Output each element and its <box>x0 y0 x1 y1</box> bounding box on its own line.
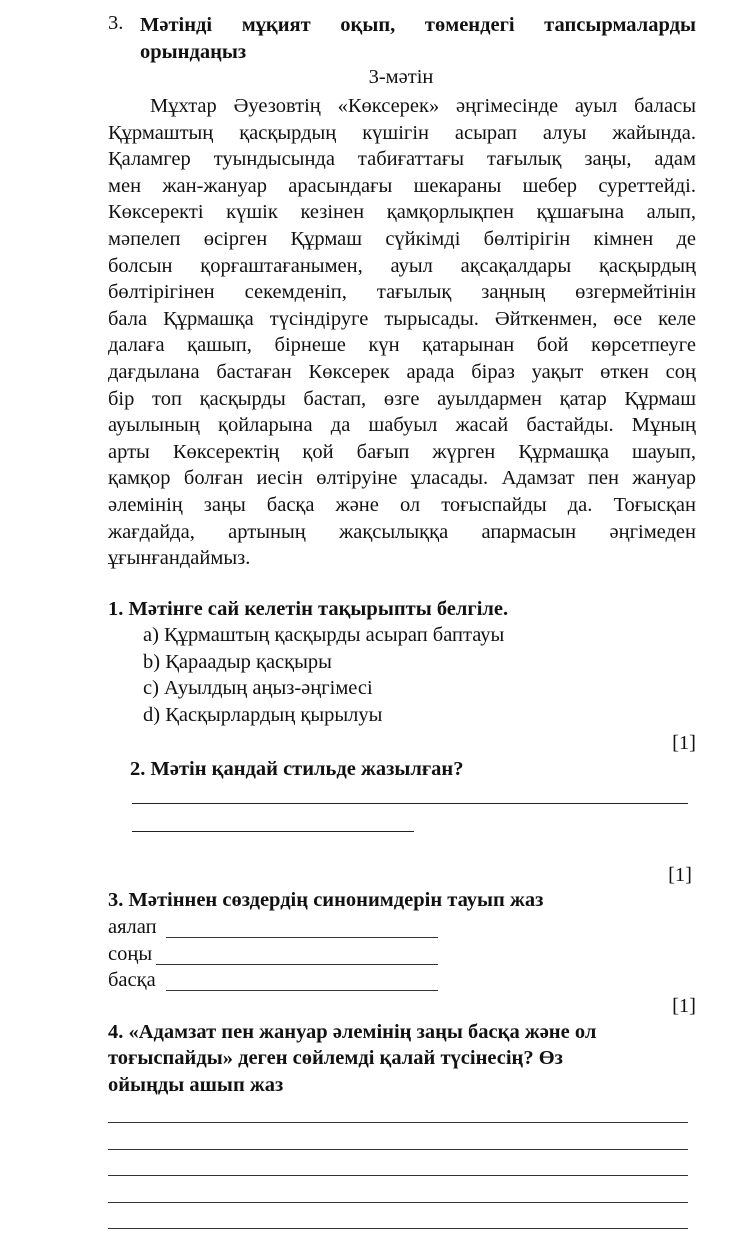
question-1-title: 1. Мәтінге сай келетін тақырыпты белгіле. <box>108 598 509 620</box>
passage-line: бала Құрмашқа түсіндіруге тырысады. Әйткенмен, өсе келе <box>108 307 696 330</box>
answer-line[interactable] <box>108 1228 688 1229</box>
passage-line: Мұхтар Әуезовтің «Көксерек» әңгімесінде ауыл баласы <box>150 95 696 117</box>
passage-line: ұғынғандаймыз. <box>108 547 251 570</box>
reading-passage <box>108 93 696 572</box>
synonym-answer-line[interactable] <box>156 964 438 965</box>
answer-line[interactable] <box>132 803 688 804</box>
passage-line: ауылының қойларына да шабуыл жасай бастайды. Мұның <box>108 414 696 437</box>
question-3-mark: [1] <box>672 995 696 1017</box>
question-3-title: 3. Мәтіннен сөздердің синонимдерін тауып жаз <box>108 889 544 911</box>
passage-line: қамқор болған иесін өлтіруіне ұласады. Адамзат пен жануар <box>108 467 696 490</box>
passage-line: бөлтірігінен секемденіп, тағылық заңның өзгермейтінін <box>108 281 696 304</box>
question-1-option-a: a) Құрмаштың қасқырды асырап баптауы <box>143 624 505 646</box>
passage-line: мәпелеп өсірген Құрмаш сүйкімді бөлтірігін кімнен де <box>108 227 696 250</box>
synonym-answer-line[interactable] <box>166 990 438 991</box>
passage-line: бір топ қасқырды бастап, өзге ауылдармен қатар Құрмаш <box>108 387 696 410</box>
passage-line: Көксеректі күшік кезінен қамқорлықпен құшағына алып, <box>108 201 696 224</box>
answer-line[interactable] <box>132 831 414 832</box>
passage-line: мен жан-жануар арасындағы шекараны шебер суреттейді. <box>108 174 696 197</box>
passage-line: Қаламгер туындысында табиғаттағы тағылық заңы, адам <box>108 148 696 171</box>
synonym-word: соңы <box>108 943 153 965</box>
answer-line[interactable] <box>108 1175 688 1176</box>
task-title: Мәтінді мұқият оқып, төмендегі тапсырмаларды орындаңыз <box>140 14 696 63</box>
passage-line: далаға қашып, бірнеше күн қатарынан бой көрсетпеуге <box>108 334 696 357</box>
passage-line: дағдылана бастаған Көксерек арада біраз уақыт өткен соң <box>108 360 696 383</box>
question-4-title-line: 4. «Адамзат пен жануар әлемінің заңы басқа және ол <box>108 1021 597 1043</box>
question-2-mark: [1] <box>668 864 692 886</box>
question-1-option-c: c) Ауылдың аңыз-әңгімесі <box>143 677 373 699</box>
synonym-answer-line[interactable] <box>166 937 438 938</box>
passage-line: Құрмаштың қасқырдың күшігін асырап алуы жайында. <box>108 121 696 144</box>
passage-line: болсын қорғаштағанымен, ауыл ақсақалдары қасқырдың <box>108 254 696 277</box>
answer-line[interactable] <box>108 1149 688 1150</box>
text-label: 3-мәтін <box>368 66 434 88</box>
answer-line[interactable] <box>108 1122 688 1123</box>
synonym-word: басқа <box>108 969 156 991</box>
question-4-title-line: тоғыспайды» деген сөйлемді қалай түсінесің? Өз <box>108 1047 563 1069</box>
passage-line: жағдайда, артының жақсылыққа апармасын әңгімеден <box>108 520 696 543</box>
question-4-title-line: ойыңды ашып жаз <box>108 1074 284 1096</box>
question-1-option-b: b) Қараадыр қасқыры <box>143 651 332 673</box>
question-1-option-d: d) Қасқырлардың қырылуы <box>143 704 383 726</box>
passage-line: арты Көксеректің қой бағып жүрген Құрмашқа шауып, <box>108 440 696 463</box>
question-2-title: 2. Мәтін қандай стильде жазылған? <box>130 758 464 780</box>
synonym-word: аялап <box>108 916 157 938</box>
task-number: 3. <box>108 12 124 34</box>
answer-line[interactable] <box>108 1202 688 1203</box>
question-1-mark: [1] <box>672 732 696 754</box>
passage-line: әлемінің заңы басқа және ол тоғыспайды да. Тоғысқан <box>108 493 696 516</box>
